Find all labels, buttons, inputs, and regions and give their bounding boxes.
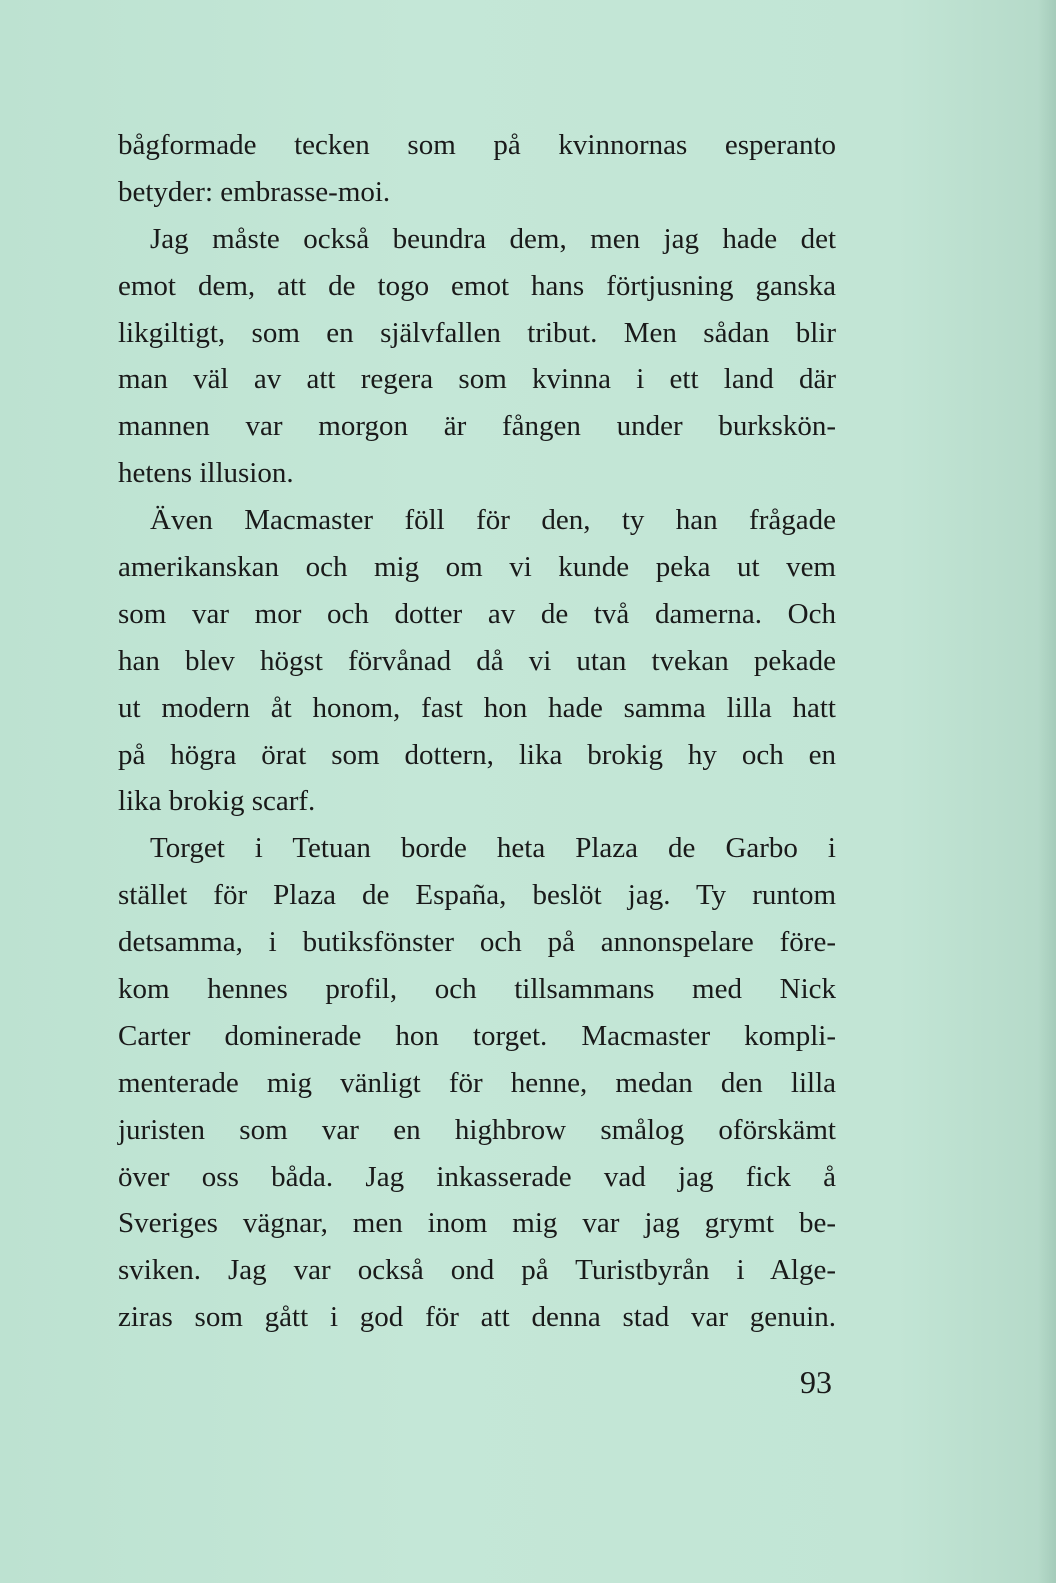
text-line: på högra örat som dottern, lika brokig hy och en xyxy=(118,738,836,771)
text-line: kom hennes profil, och tillsammans med Nick xyxy=(118,973,836,1006)
page-edge-shadow xyxy=(1038,0,1056,1583)
body-text xyxy=(118,122,836,1341)
text-line: sviken. Jag var också ond på Turistbyrån i Alge- xyxy=(118,1254,836,1287)
text-line: stället för Plaza de España, beslöt jag. Ty runtom xyxy=(118,879,836,912)
text-line: juristen som var en highbrow smålog oförskämt xyxy=(118,1113,836,1146)
text-line: han blev högst förvånad då vi utan tvekan pekade xyxy=(118,644,836,677)
text-line: ut modern åt honom, fast hon hade samma lilla hatt xyxy=(118,691,836,724)
text-line: Torget i Tetuan borde heta Plaza de Garbo i xyxy=(150,832,836,865)
text-line: lika brokig scarf. xyxy=(118,785,316,818)
text-line: som var mor och dotter av de två damerna. Och xyxy=(118,597,836,630)
text-line: emot dem, att de togo emot hans förtjusning ganska xyxy=(118,269,836,302)
text-line: detsamma, i butiksfönster och på annonspelare före- xyxy=(118,926,836,959)
text-line: man väl av att regera som kvinna i ett land där xyxy=(118,363,836,396)
text-line: Även Macmaster föll för den, ty han frågade xyxy=(150,504,836,537)
text-line: amerikanskan och mig om vi kunde peka ut vem xyxy=(118,551,836,584)
text-line: likgiltigt, som en självfallen tribut. Men sådan blir xyxy=(118,316,836,349)
text-line: menterade mig vänligt för henne, medan den lilla xyxy=(118,1066,836,1099)
text-line: mannen var morgon är fången under burkskön- xyxy=(118,410,836,443)
text-line: över oss båda. Jag inkasserade vad jag fick å xyxy=(118,1160,836,1193)
text-line: Sveriges vägnar, men inom mig var jag grymt be- xyxy=(118,1207,836,1240)
text-line: bågformade tecken som på kvinnornas esperanto xyxy=(118,129,836,161)
text-line: ziras som gått i god för att denna stad var genuin. xyxy=(118,1301,836,1334)
page-number: 93 xyxy=(800,1364,832,1400)
text-line: hetens illusion. xyxy=(118,457,294,490)
text-line: Carter dominerade hon torget. Macmaster kompli- xyxy=(118,1019,836,1052)
text-line: Jag måste också beundra dem, men jag hade det xyxy=(150,222,836,255)
text-line: betyder: embrasse-moi. xyxy=(118,175,391,208)
